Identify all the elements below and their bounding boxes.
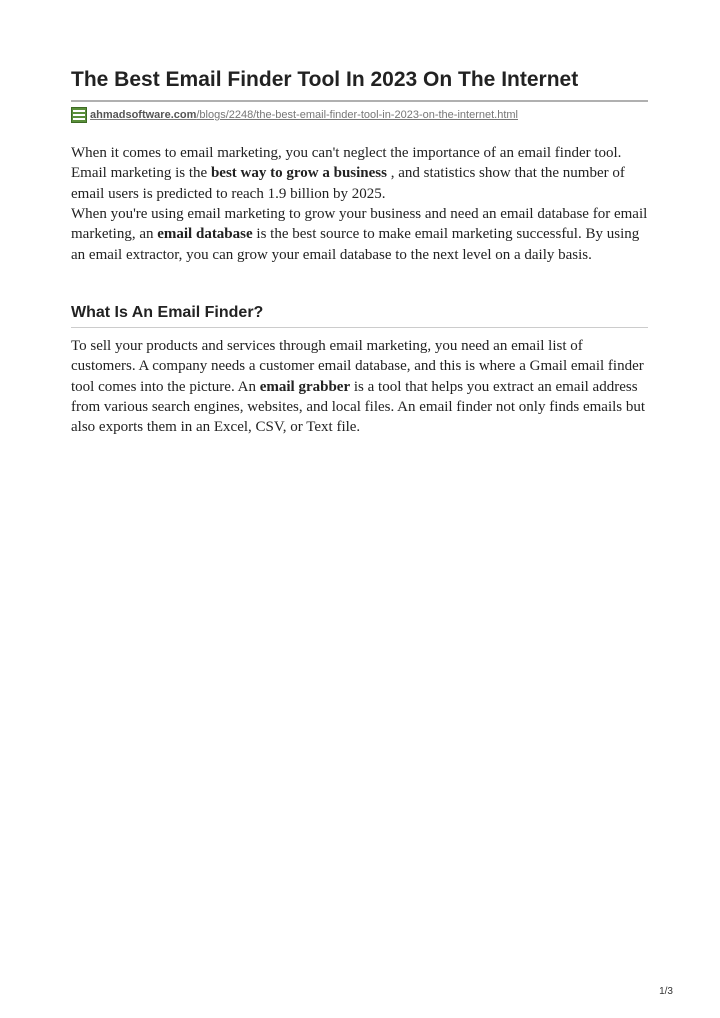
page-title: The Best Email Finder Tool In 2023 On The Internet [71,68,579,91]
bold-link-text[interactable]: best way to grow a business [210,165,387,182]
paragraph-database [71,204,648,265]
section-divider [71,327,648,328]
paragraph-intro [71,143,648,204]
document-icon [71,107,87,123]
source-line [71,107,518,123]
paragraph-text: To sell your products and services through email marketing, you need an email list of customers. A company needs a customer email database, and this is where a Gmail email finder tool comes into the picture. An [71,338,644,395]
paragraph-text: When you're using email marketing to grow your business and need an email database for email marketing, an [71,206,648,243]
paragraph-email-finder [71,336,648,437]
source-path: /blogs/2248/the-best-email-finder-tool-in-2023-on-the-internet.html [196,109,518,121]
bold-link-text[interactable]: email grabber [259,378,351,395]
paragraph-text: When it comes to email marketing, you can't neglect the importance of an email finder tool. Email marketing is the [71,145,622,182]
source-url-link[interactable] [90,109,518,121]
section-heading: What Is An Email Finder? [71,304,264,321]
paragraph-text: is a tool that helps you extract an email address from various search engines, websites, and local files. An email finder not only finds emails but also exports them in an Excel, CSV, or Text file. [71,378,646,436]
paragraph-text: , and statistics show that the number of email users is predicted to reach 1.9 billion by 2025. [71,165,625,202]
page-number: 1/3 [659,986,673,997]
paragraph-text: is the best source to make email marketing successful. By using an email extractor, you can grow your email database to the next level on a daily basis. [71,226,640,263]
source-domain: ahmadsoftware.com [90,109,197,121]
bold-link-text[interactable]: email database [157,226,253,243]
title-divider [71,100,648,102]
